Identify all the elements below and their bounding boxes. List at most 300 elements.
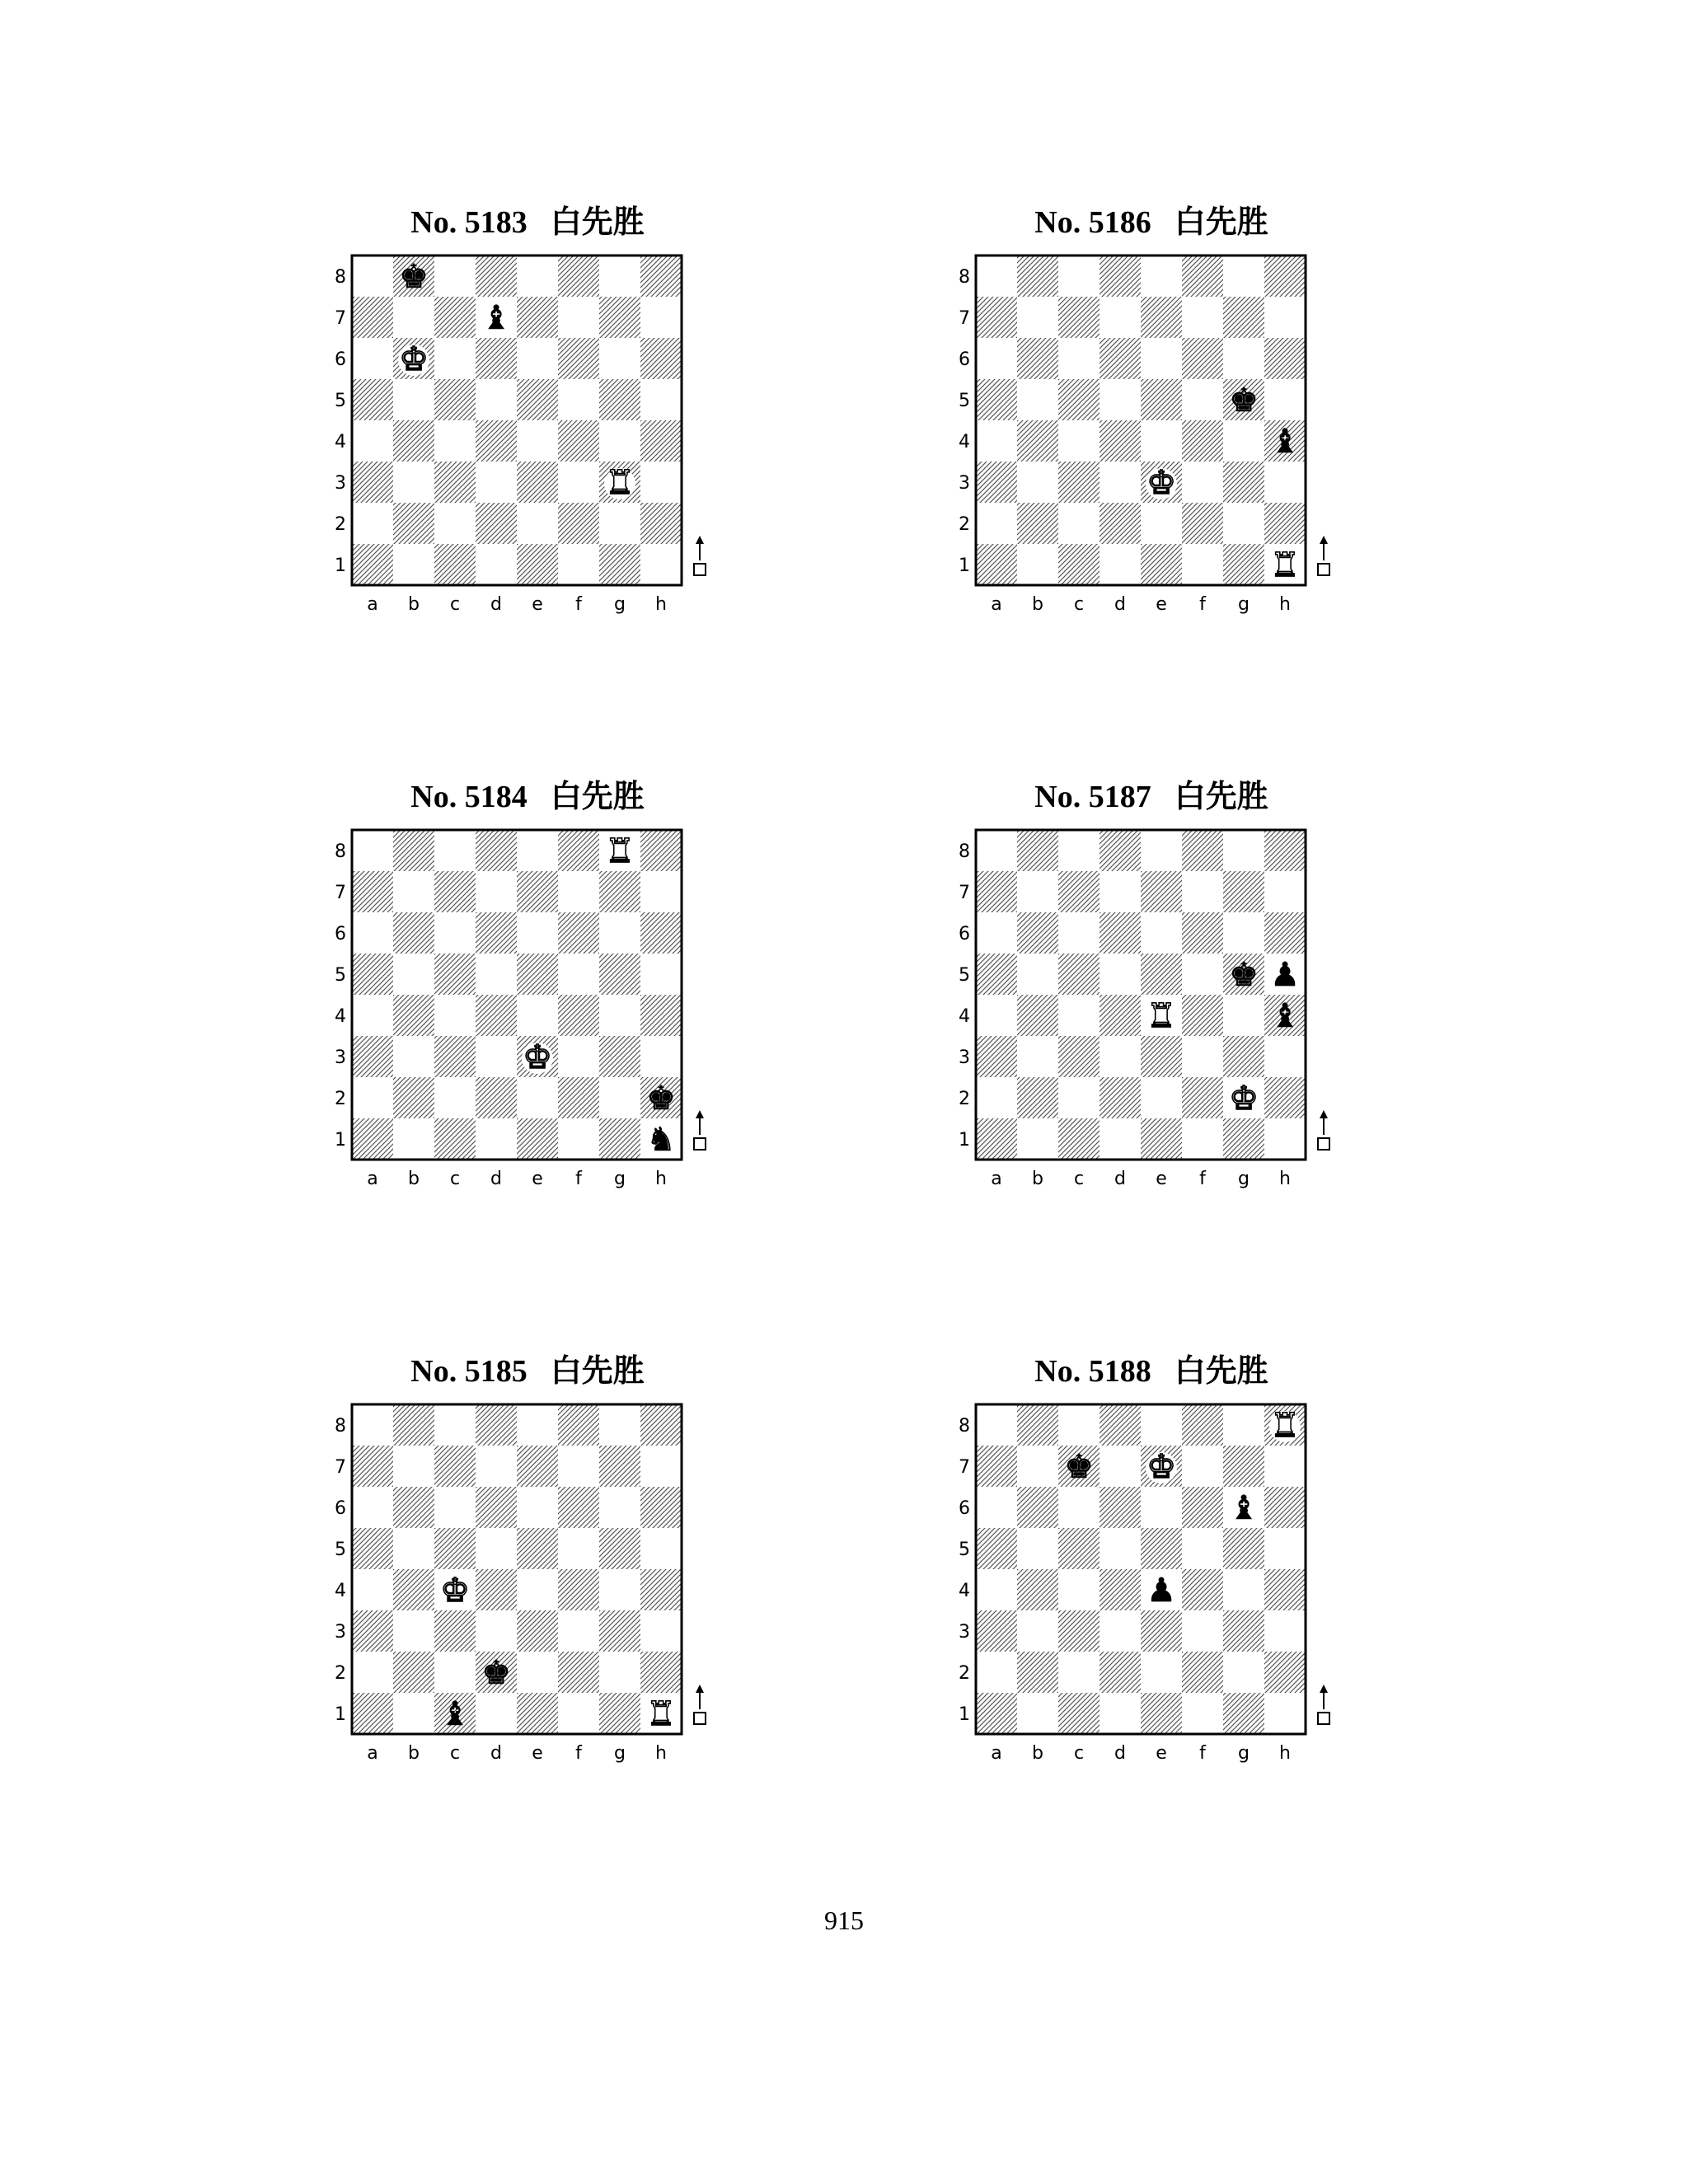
dark-square xyxy=(599,1693,640,1734)
dark-square xyxy=(517,462,558,503)
light-square xyxy=(476,1118,517,1160)
dark-square xyxy=(640,995,682,1036)
dark-square xyxy=(1182,1569,1223,1610)
dark-square xyxy=(434,1118,476,1160)
dark-square xyxy=(558,1569,599,1610)
dark-square xyxy=(476,255,517,297)
dark-square xyxy=(517,1446,558,1487)
rank-label: 7 xyxy=(959,308,970,329)
white-to-move-arrow-icon xyxy=(1318,536,1329,575)
light-square xyxy=(1223,420,1264,462)
dark-square xyxy=(558,912,599,954)
chess-board xyxy=(321,246,734,658)
dark-square xyxy=(476,1569,517,1610)
white-to-move-arrow-icon xyxy=(694,536,706,575)
dark-square xyxy=(558,1487,599,1528)
rank-label: 1 xyxy=(959,1704,970,1725)
light-square xyxy=(640,1036,682,1077)
dark-square xyxy=(976,379,1017,420)
light-square xyxy=(1058,1652,1100,1693)
rank-label: 5 xyxy=(959,965,970,986)
light-square xyxy=(1141,338,1182,379)
light-square xyxy=(1017,462,1058,503)
light-square xyxy=(352,420,393,462)
file-label: h xyxy=(655,1169,667,1189)
dark-square xyxy=(1100,1652,1141,1693)
file-label: b xyxy=(408,1743,420,1764)
dark-square xyxy=(517,1118,558,1160)
dark-square xyxy=(1017,1404,1058,1446)
black-bishop-icon: ♝ xyxy=(481,299,511,337)
light-square xyxy=(640,379,682,420)
file-label: h xyxy=(1279,1169,1291,1189)
light-square xyxy=(1141,1077,1182,1118)
light-square xyxy=(1141,1652,1182,1693)
dark-square xyxy=(476,503,517,544)
light-square xyxy=(393,871,434,912)
light-square xyxy=(558,1528,599,1569)
rank-label: 5 xyxy=(335,965,346,986)
rank-label: 5 xyxy=(959,391,970,411)
dark-square xyxy=(1141,1118,1182,1160)
light-square xyxy=(517,1077,558,1118)
light-square xyxy=(1141,255,1182,297)
light-square xyxy=(640,462,682,503)
light-square xyxy=(558,544,599,585)
light-square xyxy=(976,912,1017,954)
dark-square xyxy=(517,1693,558,1734)
dark-square xyxy=(558,1077,599,1118)
file-label: b xyxy=(1032,594,1043,615)
dark-square xyxy=(393,995,434,1036)
file-label: e xyxy=(532,594,543,615)
light-square xyxy=(352,830,393,871)
light-square xyxy=(599,1569,640,1610)
dark-square xyxy=(1100,338,1141,379)
dark-square xyxy=(1100,912,1141,954)
light-square xyxy=(1100,462,1141,503)
dark-square xyxy=(1223,1693,1264,1734)
dark-square xyxy=(1264,255,1306,297)
dark-square xyxy=(517,297,558,338)
file-label: e xyxy=(532,1743,543,1764)
rank-label: 8 xyxy=(959,841,970,862)
file-label: g xyxy=(1238,1743,1250,1764)
dark-square xyxy=(599,297,640,338)
dark-square xyxy=(599,1528,640,1569)
light-square xyxy=(476,1610,517,1652)
dark-square xyxy=(1058,297,1100,338)
dark-square xyxy=(434,379,476,420)
puzzle-title xyxy=(321,196,734,241)
dark-square xyxy=(1264,912,1306,954)
dark-square xyxy=(1182,912,1223,954)
dark-square xyxy=(1017,338,1058,379)
light-square xyxy=(476,462,517,503)
dark-square xyxy=(434,1036,476,1077)
white-rook-icon: ♜ xyxy=(646,1695,676,1733)
dark-square xyxy=(1223,462,1264,503)
white-king-icon: ♚ xyxy=(440,1572,470,1610)
black-bishop-icon: ♝ xyxy=(1229,1489,1259,1527)
light-square xyxy=(1264,379,1306,420)
dark-square xyxy=(352,1118,393,1160)
black-king-icon: ♚ xyxy=(1229,382,1259,419)
light-square xyxy=(599,255,640,297)
file-label: d xyxy=(490,1169,502,1189)
light-square xyxy=(476,1693,517,1734)
dark-square xyxy=(1100,1404,1141,1446)
light-square xyxy=(558,1118,599,1160)
light-square xyxy=(558,1693,599,1734)
white-rook-icon: ♜ xyxy=(1270,546,1300,584)
light-square xyxy=(558,1446,599,1487)
light-square xyxy=(640,1446,682,1487)
light-square xyxy=(434,338,476,379)
rank-label: 3 xyxy=(959,473,970,494)
light-square xyxy=(1264,1036,1306,1077)
dark-square xyxy=(1182,1077,1223,1118)
light-square xyxy=(976,338,1017,379)
rank-label: 1 xyxy=(959,555,970,576)
dark-square xyxy=(1141,1036,1182,1077)
dark-square xyxy=(476,1404,517,1446)
dark-square xyxy=(976,1610,1017,1652)
puzzle-5187 xyxy=(945,771,1357,1232)
light-square xyxy=(1223,1652,1264,1693)
puzzle-task: 白先胜 xyxy=(1174,778,1268,814)
dark-square xyxy=(1141,954,1182,995)
dark-square xyxy=(1017,1652,1058,1693)
light-square xyxy=(393,954,434,995)
puzzle-task: 白先胜 xyxy=(1174,1352,1268,1389)
light-square xyxy=(1141,1404,1182,1446)
file-label: f xyxy=(1199,1743,1206,1764)
light-square xyxy=(434,995,476,1036)
dark-square xyxy=(1182,255,1223,297)
dark-square xyxy=(352,1610,393,1652)
dark-square xyxy=(558,503,599,544)
rank-label: 8 xyxy=(959,1416,970,1436)
dark-square xyxy=(1264,1652,1306,1693)
light-square xyxy=(1017,954,1058,995)
rank-label: 3 xyxy=(335,1047,346,1068)
puzzle-number: No. 5186 xyxy=(1034,205,1151,240)
light-square xyxy=(1058,830,1100,871)
light-square xyxy=(599,1487,640,1528)
dark-square xyxy=(1223,1446,1264,1487)
dark-square xyxy=(1223,1118,1264,1160)
light-square xyxy=(434,255,476,297)
file-label: f xyxy=(575,1169,582,1189)
dark-square xyxy=(1223,544,1264,585)
light-square xyxy=(1182,1036,1223,1077)
dark-square xyxy=(640,1569,682,1610)
black-king-icon: ♚ xyxy=(1064,1448,1094,1486)
chess-board xyxy=(945,820,1357,1232)
light-square xyxy=(976,420,1017,462)
dark-square xyxy=(1223,1528,1264,1569)
file-label: g xyxy=(1238,1169,1250,1189)
dark-square xyxy=(476,995,517,1036)
file-label: b xyxy=(408,1169,420,1189)
dark-square xyxy=(640,1652,682,1693)
dark-square xyxy=(1264,830,1306,871)
dark-square xyxy=(1017,912,1058,954)
light-square xyxy=(558,297,599,338)
dark-square xyxy=(1100,830,1141,871)
light-square xyxy=(599,1077,640,1118)
rank-label: 8 xyxy=(335,1416,346,1436)
rank-label: 1 xyxy=(959,1130,970,1151)
dark-square xyxy=(976,1118,1017,1160)
file-label: d xyxy=(1114,594,1126,615)
dark-square xyxy=(1058,954,1100,995)
file-label: d xyxy=(490,1743,502,1764)
rank-label: 7 xyxy=(959,1457,970,1478)
dark-square xyxy=(599,544,640,585)
light-square xyxy=(1058,1569,1100,1610)
file-label: e xyxy=(1156,594,1167,615)
light-square xyxy=(599,995,640,1036)
rank-label: 2 xyxy=(959,514,970,535)
dark-square xyxy=(476,338,517,379)
dark-square xyxy=(1182,420,1223,462)
light-square xyxy=(352,995,393,1036)
white-king-icon: ♚ xyxy=(399,340,429,378)
dark-square xyxy=(640,1487,682,1528)
white-king-icon: ♚ xyxy=(1229,1080,1259,1118)
light-square xyxy=(1182,1610,1223,1652)
dark-square xyxy=(517,1528,558,1569)
light-square xyxy=(1058,255,1100,297)
light-square xyxy=(558,462,599,503)
light-square xyxy=(517,255,558,297)
light-square xyxy=(599,912,640,954)
puzzle-5183 xyxy=(321,196,734,658)
dark-square xyxy=(434,1446,476,1487)
file-label: g xyxy=(614,1743,626,1764)
dark-square xyxy=(352,1528,393,1569)
light-square xyxy=(1264,1118,1306,1160)
dark-square xyxy=(352,544,393,585)
light-square xyxy=(1141,830,1182,871)
light-square xyxy=(1264,1610,1306,1652)
rank-label: 1 xyxy=(335,1130,346,1151)
light-square xyxy=(517,995,558,1036)
light-square xyxy=(1100,1446,1141,1487)
file-label: a xyxy=(991,1169,1002,1189)
dark-square xyxy=(393,1652,434,1693)
dark-square xyxy=(640,1404,682,1446)
puzzle-5185 xyxy=(321,1345,734,1807)
light-square xyxy=(1058,1404,1100,1446)
light-square xyxy=(476,544,517,585)
light-square xyxy=(1182,1528,1223,1569)
dark-square xyxy=(558,420,599,462)
light-square xyxy=(1141,420,1182,462)
puzzle-task: 白先胜 xyxy=(550,778,645,814)
white-rook-icon: ♜ xyxy=(605,464,635,502)
rank-label: 2 xyxy=(335,1663,346,1684)
dark-square xyxy=(476,420,517,462)
light-square xyxy=(1058,1487,1100,1528)
light-square xyxy=(976,995,1017,1036)
puzzle-number: No. 5188 xyxy=(1034,1354,1151,1389)
dark-square xyxy=(476,1077,517,1118)
white-rook-icon: ♜ xyxy=(1146,997,1176,1035)
dark-square xyxy=(640,912,682,954)
dark-square xyxy=(599,1446,640,1487)
light-square xyxy=(517,830,558,871)
dark-square xyxy=(976,1693,1017,1734)
rank-label: 4 xyxy=(335,1581,346,1601)
file-label: g xyxy=(1238,594,1250,615)
rank-label: 4 xyxy=(335,1006,346,1027)
dark-square xyxy=(352,1446,393,1487)
light-square xyxy=(1100,379,1141,420)
light-square xyxy=(599,1404,640,1446)
rank-label: 8 xyxy=(335,841,346,862)
dark-square xyxy=(352,1036,393,1077)
rank-label: 3 xyxy=(959,1622,970,1643)
file-label: a xyxy=(367,594,378,615)
light-square xyxy=(1017,1036,1058,1077)
light-square xyxy=(976,830,1017,871)
file-label: f xyxy=(575,1743,582,1764)
light-square xyxy=(1017,1693,1058,1734)
light-square xyxy=(517,912,558,954)
rank-label: 6 xyxy=(959,349,970,370)
rank-label: 3 xyxy=(335,473,346,494)
puzzle-task: 白先胜 xyxy=(550,204,645,240)
light-square xyxy=(1141,912,1182,954)
light-square xyxy=(640,544,682,585)
file-label: b xyxy=(1032,1169,1043,1189)
rank-label: 8 xyxy=(959,267,970,288)
white-to-move-arrow-icon xyxy=(1318,1110,1329,1150)
rank-label: 6 xyxy=(335,1498,346,1519)
light-square xyxy=(1223,1569,1264,1610)
rank-label: 4 xyxy=(959,432,970,452)
rank-label: 2 xyxy=(959,1089,970,1109)
file-label: b xyxy=(408,594,420,615)
dark-square xyxy=(976,954,1017,995)
dark-square xyxy=(1058,1610,1100,1652)
light-square xyxy=(1100,1610,1141,1652)
light-square xyxy=(1058,420,1100,462)
dark-square xyxy=(434,297,476,338)
rank-label: 7 xyxy=(335,1457,346,1478)
dark-square xyxy=(1017,995,1058,1036)
light-square xyxy=(558,1610,599,1652)
light-square xyxy=(393,1446,434,1487)
dark-square xyxy=(352,462,393,503)
light-square xyxy=(434,503,476,544)
light-square xyxy=(1264,1528,1306,1569)
file-label: c xyxy=(1073,1169,1085,1189)
dark-square xyxy=(517,954,558,995)
rank-label: 6 xyxy=(959,1498,970,1519)
light-square xyxy=(599,420,640,462)
dark-square xyxy=(352,379,393,420)
rank-label: 7 xyxy=(959,883,970,903)
black-pawn-icon: ♟ xyxy=(1146,1572,1176,1610)
dark-square xyxy=(393,503,434,544)
dark-square xyxy=(393,1569,434,1610)
dark-square xyxy=(517,1610,558,1652)
puzzle-number: No. 5183 xyxy=(410,205,528,240)
light-square xyxy=(1100,1036,1141,1077)
file-label: c xyxy=(1073,594,1085,615)
light-square xyxy=(1182,1118,1223,1160)
light-square xyxy=(352,503,393,544)
dark-square xyxy=(517,544,558,585)
dark-square xyxy=(976,1446,1017,1487)
light-square xyxy=(393,1036,434,1077)
file-label: d xyxy=(1114,1743,1126,1764)
dark-square xyxy=(1100,1569,1141,1610)
dark-square xyxy=(1100,255,1141,297)
light-square xyxy=(1182,1446,1223,1487)
dark-square xyxy=(1223,1036,1264,1077)
light-square xyxy=(558,1036,599,1077)
dark-square xyxy=(976,544,1017,585)
file-label: g xyxy=(614,594,626,615)
dark-square xyxy=(1223,1610,1264,1652)
dark-square xyxy=(1017,503,1058,544)
file-label: h xyxy=(1279,594,1291,615)
light-square xyxy=(517,420,558,462)
dark-square xyxy=(1017,420,1058,462)
light-square xyxy=(1264,1693,1306,1734)
rank-label: 1 xyxy=(335,555,346,576)
light-square xyxy=(976,1077,1017,1118)
file-label: c xyxy=(449,1169,461,1189)
light-square xyxy=(517,503,558,544)
dark-square xyxy=(352,297,393,338)
light-square xyxy=(434,1652,476,1693)
file-label: d xyxy=(490,594,502,615)
dark-square xyxy=(393,1077,434,1118)
light-square xyxy=(1182,379,1223,420)
light-square xyxy=(976,255,1017,297)
light-square xyxy=(599,503,640,544)
rank-label: 7 xyxy=(335,883,346,903)
light-square xyxy=(1058,338,1100,379)
dark-square xyxy=(976,1528,1017,1569)
light-square xyxy=(393,1118,434,1160)
puzzle-5188 xyxy=(945,1345,1357,1807)
rank-label: 3 xyxy=(335,1622,346,1643)
light-square xyxy=(976,1652,1017,1693)
black-king-icon: ♚ xyxy=(646,1080,676,1118)
dark-square xyxy=(558,995,599,1036)
white-king-icon: ♚ xyxy=(523,1038,552,1076)
light-square xyxy=(434,420,476,462)
dark-square xyxy=(640,338,682,379)
light-square xyxy=(476,1036,517,1077)
light-square xyxy=(352,912,393,954)
dark-square xyxy=(1017,1569,1058,1610)
dark-square xyxy=(558,338,599,379)
dark-square xyxy=(1017,830,1058,871)
file-label: c xyxy=(1073,1743,1085,1764)
light-square xyxy=(1100,544,1141,585)
file-label: a xyxy=(367,1169,378,1189)
dark-square xyxy=(1141,871,1182,912)
white-rook-icon: ♜ xyxy=(1270,1407,1300,1445)
